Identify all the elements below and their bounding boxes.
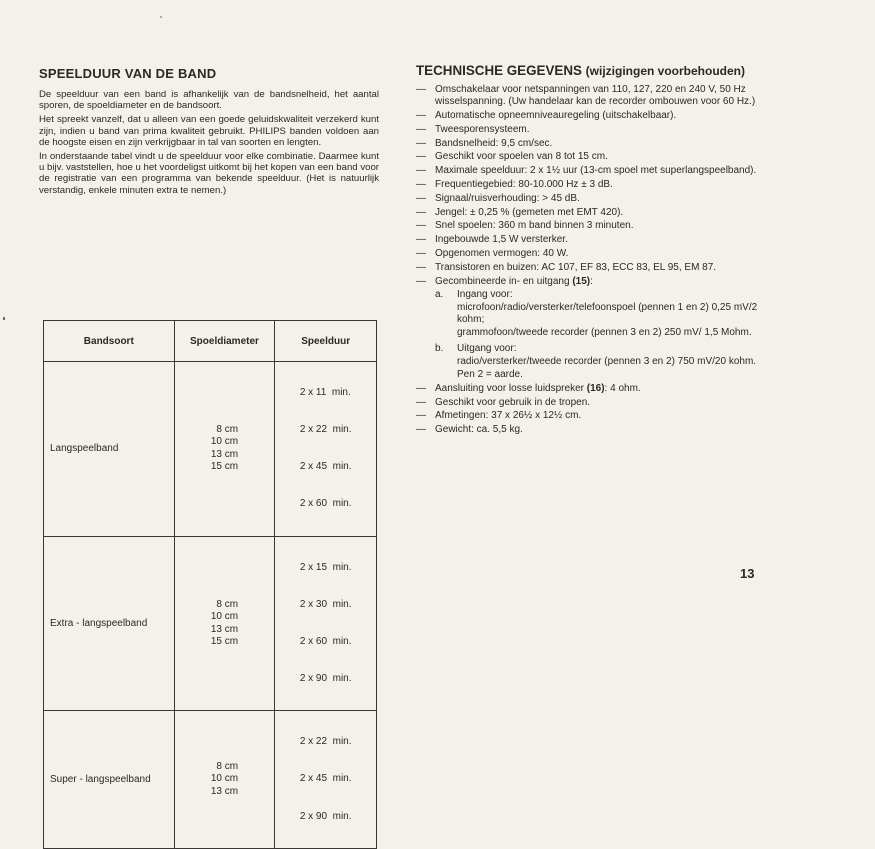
spec-item-combined-io	[416, 276, 758, 382]
column-header: Spoeldiameter	[174, 321, 275, 362]
paragraph: De speelduur van een band is afhankelijk van de bandsnelheid, het aantal sporen, de spoeldiameter en de bandsoort.	[39, 89, 379, 112]
diameter-value: 10 cm	[210, 773, 239, 785]
table-header-row	[44, 321, 377, 362]
spec-item: — Ingebouwde 1,5 W versterker.	[416, 234, 758, 246]
combined-io-text: Gecombineerde in- en uitgang	[435, 275, 570, 287]
play-time-section	[39, 66, 379, 199]
play-time-table	[43, 320, 377, 849]
duration-value: 2 x 45 min.	[299, 461, 352, 473]
duration-value: 2 x 11 min.	[299, 386, 351, 398]
spec-item: — Transistoren en buizen: AC 107, EF 83, ECC 83, EL 95, EM 87.	[416, 262, 758, 274]
spec-item: — Omschakelaar voor netspanningen van 110, 127, 220 en 240 V, 50 Hz wisselspanning. (Uw handelaar kan de recorder ombouwen voor 60 Hz.)	[416, 84, 758, 108]
diameter-value: 10 cm	[210, 611, 239, 623]
spec-item: — Opgenomen vermogen: 40 W.	[416, 248, 758, 260]
subitem-mark: a.	[435, 288, 444, 300]
spec-item	[416, 383, 758, 395]
spec-item: — Automatische opneemniveauregeling (uitschakelbaar).	[416, 110, 758, 122]
heading-sub: (wijzigingen voorbehouden)	[585, 64, 745, 78]
input-subitem	[435, 289, 758, 340]
spec-ref: (16)	[586, 382, 605, 394]
spec-item: — Gewicht: ca. 5,5 kg.	[416, 424, 758, 436]
diameter-cell	[174, 362, 275, 537]
duration-cell	[275, 711, 377, 848]
table-row	[44, 536, 377, 711]
diameter-value: 13 cm	[210, 623, 239, 635]
duration-value: 2 x 22 min.	[299, 424, 352, 436]
paragraph: In onderstaande tabel vindt u de speelduur voor elke combinatie. Daarmee kunt u bijv. vaststellen, hoe u het voordeligst uitkomt bij het kopen van een band voor de registratie van een programma van bekende speelduur. (Het is natuurlijk verstandig, enkele minuten extra te nemen.)	[39, 151, 379, 196]
duration-cell	[275, 362, 377, 537]
duration-value: 2 x 60 min.	[299, 635, 352, 647]
tape-type-cell: Langspeelband	[44, 362, 175, 537]
spec-item: — Afmetingen: 37 x 26½ x 12½ cm.	[416, 410, 758, 422]
colon: :	[590, 275, 593, 287]
combined-io-ref: (15)	[572, 275, 591, 287]
duration-value: 2 x 15 min.	[299, 561, 352, 573]
spec-item: — Geschikt voor gebruik in de tropen.	[416, 397, 758, 409]
diameter-value: 8 cm	[216, 598, 239, 610]
subitem-line: grammofoon/tweede recorder (pennen 3 en 2) 250 mV/ 1,5 Mohm.	[457, 327, 752, 339]
diameter-value: 8 cm	[216, 424, 239, 436]
subitem-line: microfoon/radio/versterker/telefoonspoel (pennen 1 en 2) 0,25 mV/2 kohm;	[457, 301, 758, 326]
duration-value: 2 x 90 min.	[299, 810, 352, 822]
tape-type-cell: Super - langspeelband	[44, 711, 175, 848]
spec-item: — Bandsnelheid: 9,5 cm/sec.	[416, 138, 758, 150]
spec-item: — Snel spoelen: 360 m band binnen 3 minuten.	[416, 220, 758, 232]
diameter-value: 13 cm	[210, 785, 239, 797]
spec-item: — Frequentiegebied: 80-10.000 Hz ± 3 dB.	[416, 179, 758, 191]
spec-item: — Signaal/ruisverhouding: > 45 dB.	[416, 193, 758, 205]
subitem-line: radio/versterker/tweede recorder (pennen 3 en 2) 750 mV/20 kohm.	[457, 355, 757, 367]
column-header: Speelduur	[275, 321, 377, 362]
duration-value: 2 x 90 min.	[299, 673, 352, 685]
spec-list	[416, 84, 758, 436]
duration-cell	[275, 536, 377, 711]
spec-item: — Tweesporensysteem.	[416, 124, 758, 136]
tape-type-cell: Extra - langspeelband	[44, 536, 175, 711]
diameter-value: 13 cm	[210, 448, 239, 460]
diameter-value: 10 cm	[210, 436, 239, 448]
duration-value: 2 x 60 min.	[299, 498, 352, 510]
subitem-title: Ingang voor:	[457, 288, 513, 300]
spec-item: — Maximale speelduur: 2 x 1½ uur (13-cm spoel met superlangspeelband).	[416, 165, 758, 177]
subitem-title: Uitgang voor:	[457, 342, 517, 354]
output-subitem	[435, 343, 758, 382]
diameter-value: 8 cm	[216, 761, 239, 772]
spec-item: — Jengel: ± 0,25 % (gemeten met EMT 420).	[416, 207, 758, 219]
technical-data-heading	[416, 63, 758, 79]
diameter-cell	[174, 711, 275, 848]
heading-main: TECHNISCHE GEGEVENS	[416, 63, 582, 78]
table-row	[44, 711, 377, 848]
duration-value: 2 x 30 min.	[299, 598, 352, 610]
diameter-cell	[174, 536, 275, 711]
subitem-line: Pen 2 = aarde.	[457, 368, 523, 380]
technical-data-section	[416, 63, 758, 438]
diameter-value: 15 cm	[210, 461, 239, 473]
duration-value: 2 x 45 min.	[299, 773, 352, 785]
play-time-heading: SPEELDUUR VAN DE BAND	[39, 66, 217, 81]
duration-value: 2 x 22 min.	[299, 736, 352, 748]
page-number: 13	[740, 566, 755, 581]
io-sublist	[435, 289, 758, 381]
print-speck	[3, 317, 5, 320]
paragraph: Het spreekt vanzelf, dat u alleen van een goede geluidskwaliteit verzekerd kunt zijn, indien u band van prima kwaliteit gebruikt. PHILIPS banden voldoen aan de hoogste eisen en zijn verkrijgbaar in tal van soorten en lengten.	[39, 114, 379, 148]
spec-item: — Geschikt voor spoelen van 8 tot 15 cm.	[416, 151, 758, 163]
print-speck	[160, 16, 162, 18]
spec-rest: : 4 ohm.	[604, 382, 641, 394]
subitem-mark: b.	[435, 342, 444, 354]
column-header: Bandsoort	[44, 321, 175, 362]
table-row	[44, 362, 377, 537]
spec-text: Aansluiting voor losse luidspreker	[435, 382, 584, 394]
diameter-value: 15 cm	[210, 635, 239, 647]
